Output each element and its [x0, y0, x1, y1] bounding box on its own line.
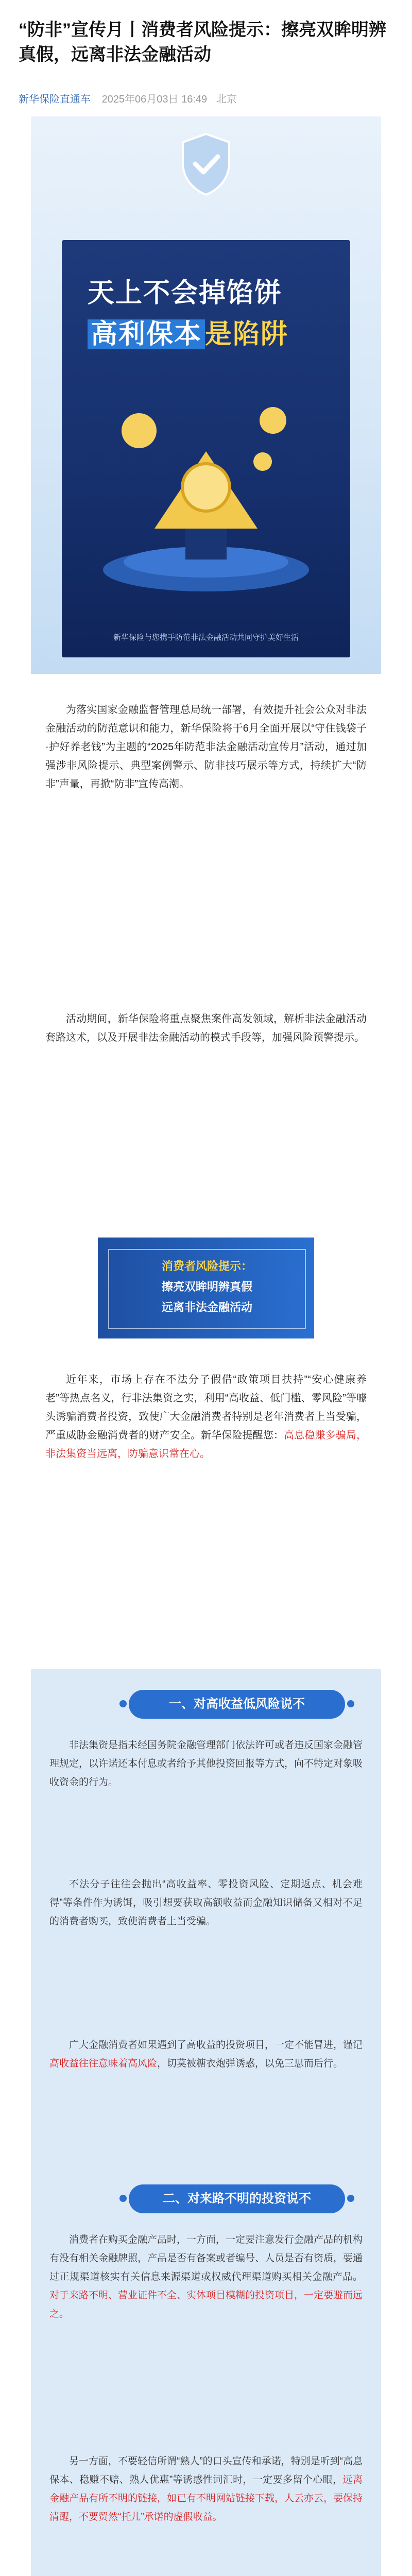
risk-tip-line-1: 消费者风险提示： [161, 1260, 252, 1273]
section1-p3-text: 广大金融消费者如果遇到了高收益的投资项目，一定不能冒进，谨记 [69, 2040, 363, 2050]
risk-tip-line-2: 擦亮双眸明辨真假 [161, 1280, 252, 1293]
section1-p3-tail: ，切莫被糖衣炮弹诱惑，以免三思而后行。 [157, 2058, 344, 2069]
article-meta [19, 91, 243, 106]
author-link[interactable]: 新华保险直通车 [19, 94, 91, 105]
summary-warning: 高息稳赚多骗局，非法集资当远离，防骗意识常在心。 [45, 1430, 367, 1460]
hero-poster [31, 116, 381, 674]
section1-p3-warning: 高收益往往意味着高风险 [49, 2058, 158, 2069]
poster-caption: 新华保险与您携手防范非法金融活动共同守护美好生活 [113, 633, 299, 642]
poster-headline-2a: 高利保本 [88, 319, 205, 349]
poster-headline-2b: 是陷阱 [205, 319, 289, 349]
shield-check-icon [178, 131, 234, 198]
tips-panel [31, 1669, 381, 2576]
intro-paragraph-1: 为落实国家金融监督管理总局统一部署，有效提升社会公众对非法金融活动的防范意识和能力，新华保险将于6月全面开展以“守住钱袋子·护好养老钱”为主题的“2025年防范非法金融活动宣传月”活动，通过加强涉非风险提示、典型案例警示、防非技巧展示等方式，持续扩大“防非”声量，再掀“防非”宣传高潮。 [45, 704, 367, 790]
publish-date: 2025年06月03日 16:49 [101, 94, 208, 105]
summary-paragraph [45, 1370, 367, 1463]
article-title: “防非”宣传月丨消费者风险提示：擦亮双眸明辨真假，远离非法金融活动 [19, 20, 386, 64]
section2-p2-warning: 远离金融产品有所不明的链接，如已有不明网站链接下载，人云亦云，要保持清醒，不要贸然“托儿”承诺的虚假收益。 [49, 2475, 363, 2522]
section-heading-2: 二、对来路不明的投资说不 [129, 2184, 345, 2213]
section1-paragraph-2: 不法分子往往会抛出“高收益率、零投资风险、定期返点、机会难得”等条件作为诱饵，吸引想要获取高额收益而金融知识储备又相对不足的消费者购买，致使消费者上当受骗。 [49, 1879, 363, 1927]
section-heading-1: 一、对高收益低风险说不 [129, 1690, 345, 1719]
section2-p1-text: 消费者在购买金融产品时，一方面，一定要注意发行金融产品的机构有没有相关金融牌照，产品是否有备案或者编号、人员是否有资质，要通过正规渠道核实有关信息来源渠道或权威代理渠道购买相关金融产品。 [49, 2234, 363, 2282]
section1-paragraph-3 [49, 2036, 363, 2073]
section2-p2-text: 另一方面，不要轻信所谓“熟人”的口头宣传和承诺，特别是听到“高息保本、稳赚不赔、熟人优惠”等诱惑性词汇时，一定要多留个心眼， [49, 2456, 363, 2485]
trap-illustration [93, 359, 319, 601]
intro-paragraph-2: 活动期间，新华保险将重点聚焦案件高发领域，解析非法金融活动套路这术，以及开展非法金融活动的模式手段等，加强风险预警提示。 [45, 1013, 367, 1043]
section2-paragraph-1 [49, 2231, 363, 2324]
risk-tip-inner [108, 1249, 306, 1329]
section2-paragraph-2 [49, 2452, 363, 2527]
section2-p1-warning: 对于来路不明、营业证件不全、实体项目模糊的投资项目，一定要避而远之。 [49, 2290, 363, 2319]
section1-paragraph-1: 非法集资是指未经国务院金融管理部门依法许可或者违反国家金融管理规定，以许诺还本付息或者给予其他投资回报等方式，向不特定对象吸收资金的行为。 [49, 1740, 363, 1788]
risk-tip-banner [98, 1238, 314, 1338]
publish-location: 北京 [216, 94, 237, 105]
summary-text: 近年来，市场上存在不法分子假借“政策项目扶持”“安心健康养老”等热点名义，行非法集资之实，利用“高收益、低门槛、零风险”等噱头诱骗消费者投资，致使广大金融消费者特别是老年消费者上当受骗，严重威胁金融消费者的财产安全。新华保险提醒您： [45, 1374, 367, 1441]
poster-headline-1: 天上不会掉馅饼 [88, 278, 283, 308]
risk-tip-line-3: 远离非法金融活动 [161, 1301, 252, 1314]
poster-headline-2 [88, 312, 324, 351]
